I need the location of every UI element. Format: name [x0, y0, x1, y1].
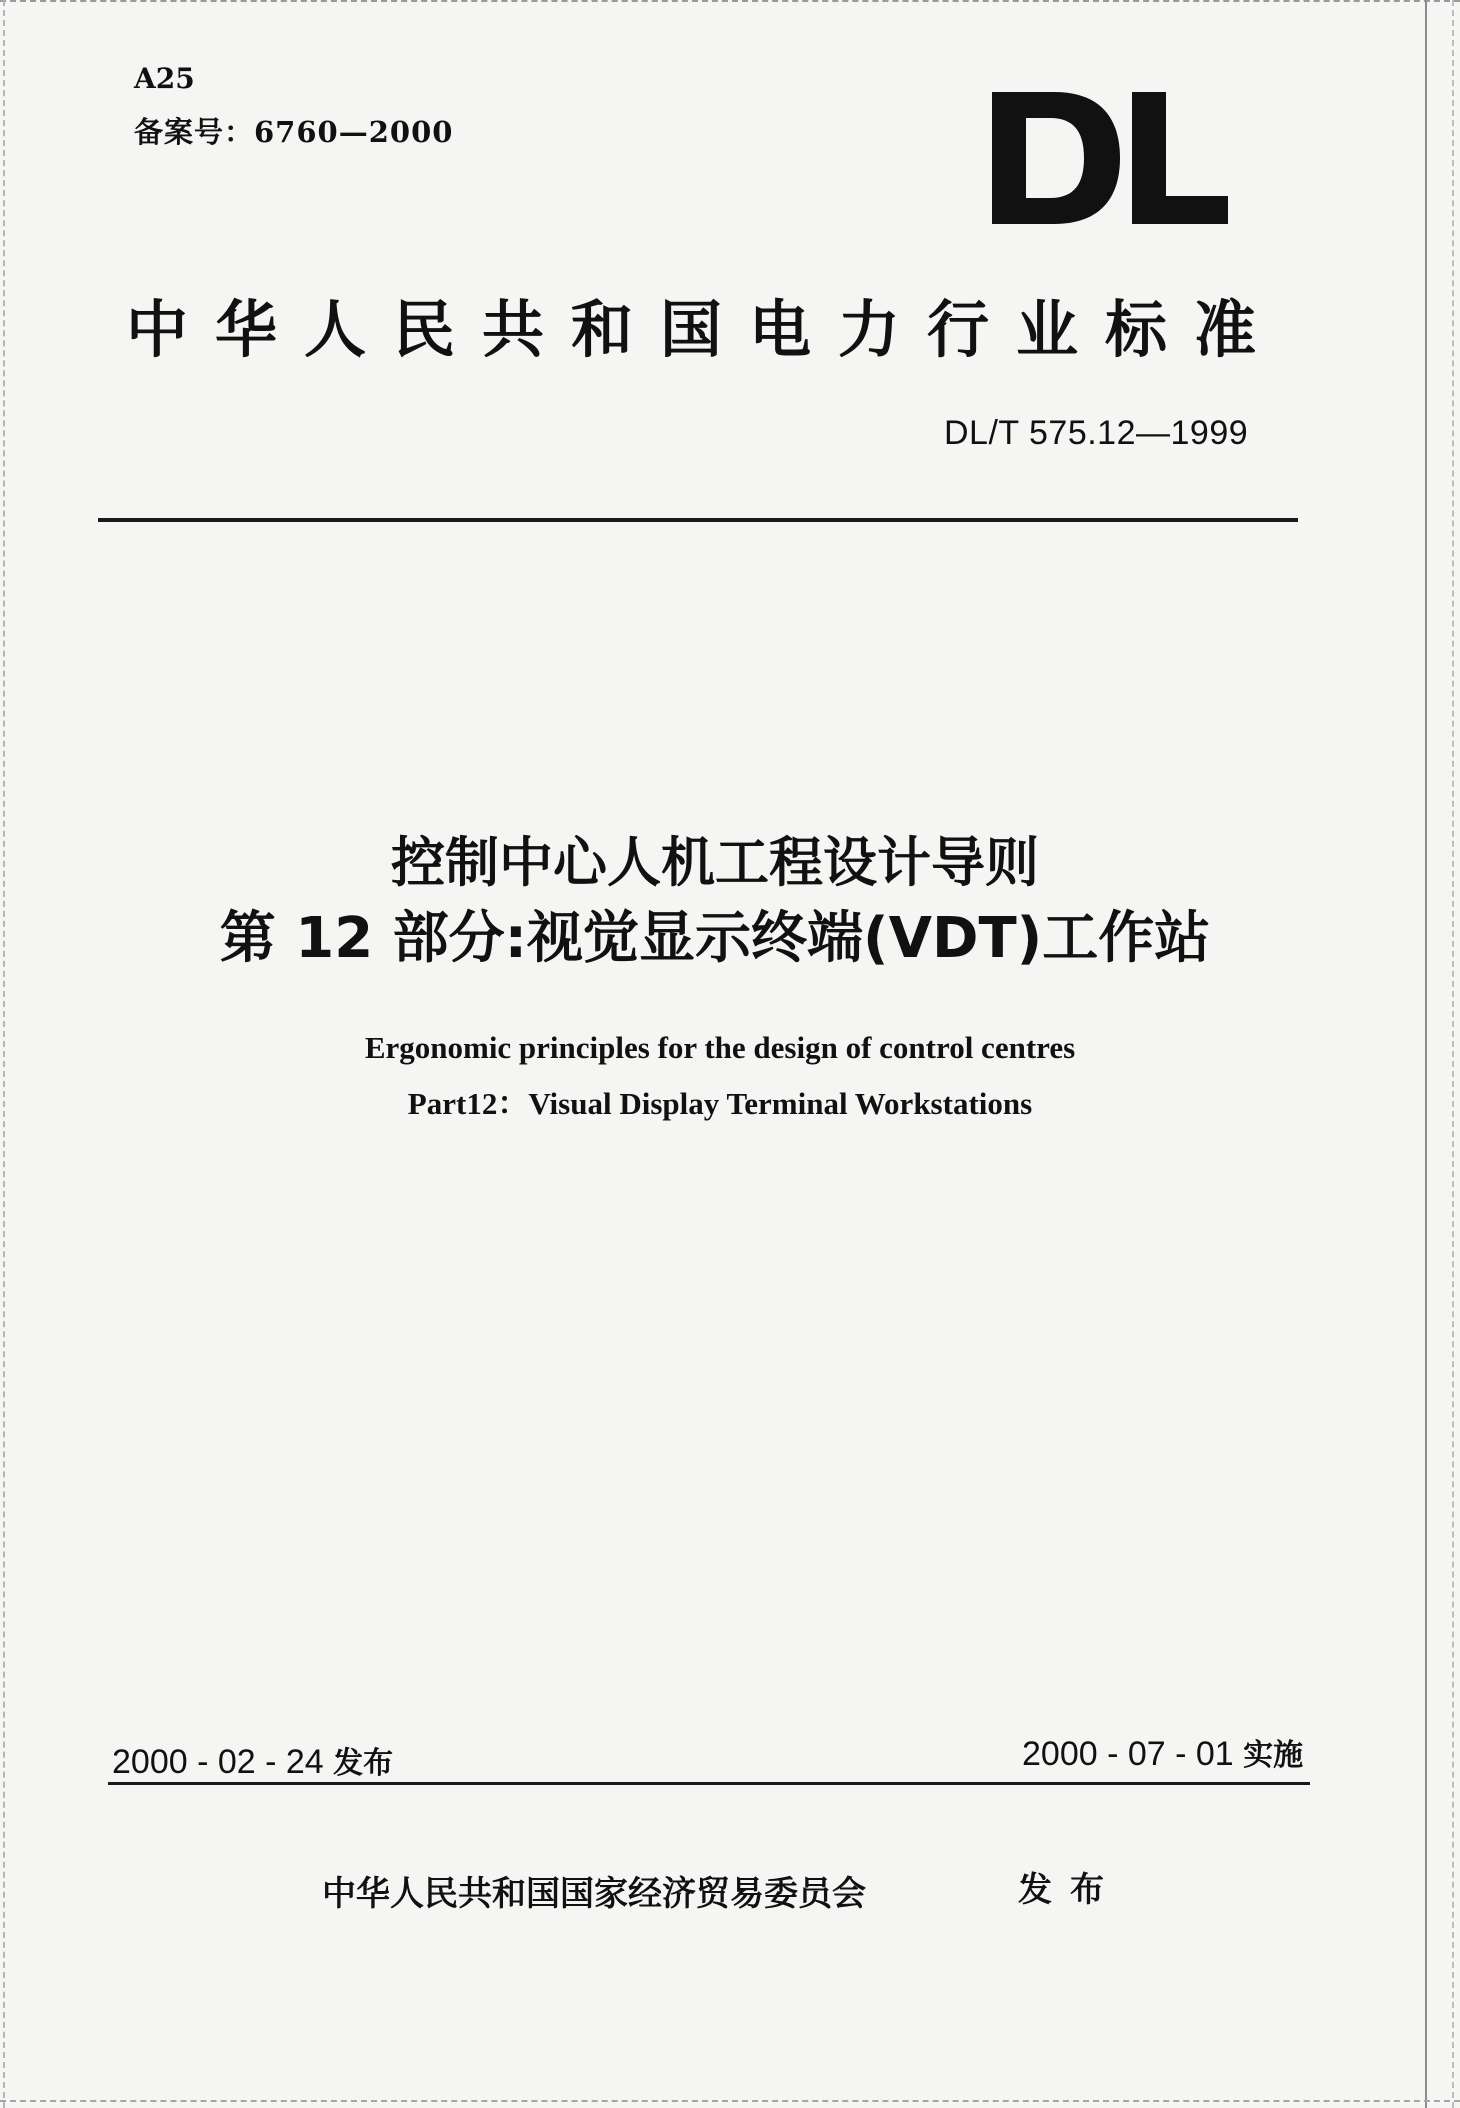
logo-letter-d	[992, 92, 1120, 224]
document-title-en-line1: Ergonomic principles for the design of control centres	[364, 1030, 1076, 1065]
issue-date-block	[112, 1738, 393, 1782]
scan-edge-bottom	[0, 2100, 1460, 2104]
header-divider	[98, 518, 1298, 522]
scan-edge-right-outer	[1452, 0, 1456, 2108]
publish-label: 发布	[1018, 1870, 1122, 1910]
record-number: 备案号：6760—2000	[134, 115, 454, 149]
dl-logo-icon	[992, 92, 1228, 224]
logo-letter-l	[1132, 92, 1228, 224]
industry-standard-title: 中华人民共和国电力行业标准	[126, 293, 1284, 366]
document-title-cn-line1: 控制中心人机工程设计导则	[391, 831, 1039, 894]
standard-number: DL/T 575.12—1999	[944, 414, 1249, 452]
document-title-en-line2: Part12：Visual Display Terminal Workstations	[407, 1086, 1033, 1121]
footer-divider	[108, 1782, 1310, 1785]
document-title-cn-line2: 第 12 部分:视觉显示终端(VDT)工作站	[219, 906, 1211, 971]
issue-date: 2000 - 02 - 24	[112, 1743, 324, 1781]
implementation-label: 实施	[1243, 1738, 1304, 1773]
issue-label: 发布	[333, 1746, 394, 1781]
implementation-date-block	[1022, 1730, 1303, 1774]
classification-code: A25	[134, 62, 195, 95]
implementation-date: 2000 - 07 - 01	[1022, 1735, 1234, 1773]
publisher-name: 中华人民共和国国家经济贸易委员会	[322, 1874, 866, 1914]
scan-edge-top	[0, 0, 1460, 6]
